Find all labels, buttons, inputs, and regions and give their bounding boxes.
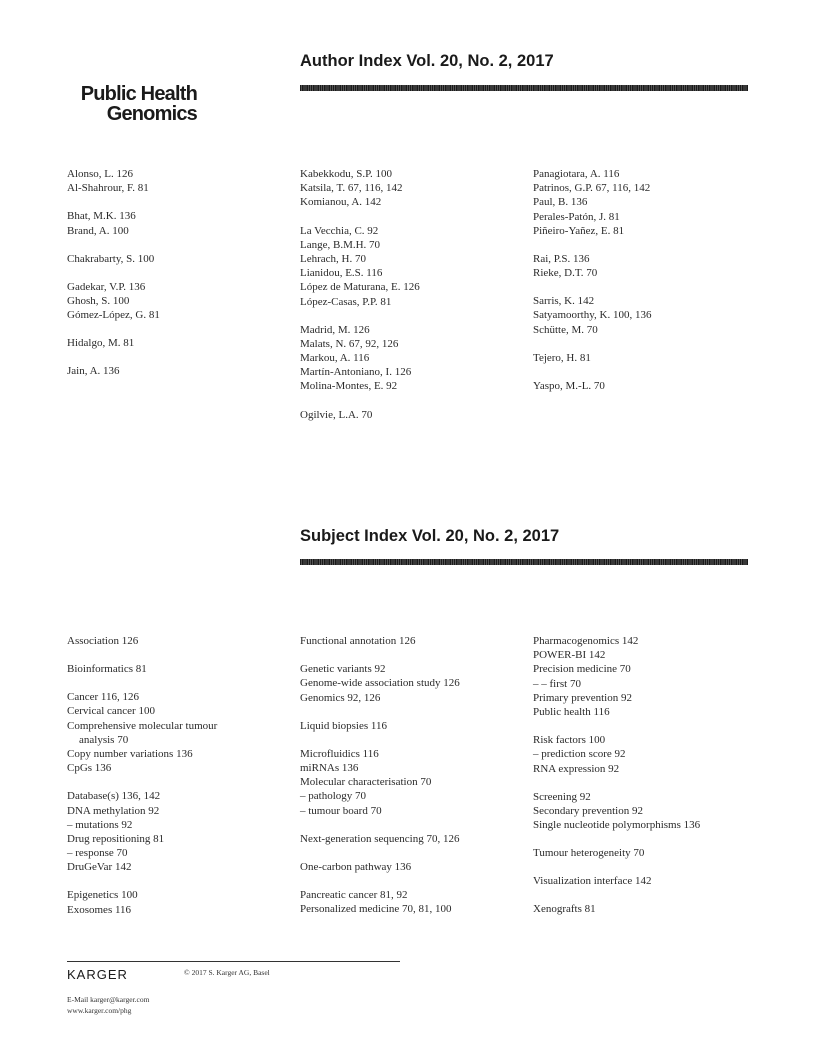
index-entry: Cancer 116, 126 (67, 691, 139, 704)
index-entry: DNA methylation 92 (67, 804, 160, 817)
index-entry: Genetic variants 92 (300, 663, 386, 676)
index-entry: Kabekkodu, S.P. 100 (300, 168, 392, 180)
index-entry: – prediction score 92 (533, 748, 626, 761)
index-entry: – tumour board 70 (300, 804, 382, 817)
subject-index-title: Subject Index Vol. 20, No. 2, 2017 (300, 527, 560, 545)
index-entry: – response 70 (67, 847, 128, 860)
index-entry: Bhat, M.K. 136 (67, 210, 136, 223)
index-entry: Liquid biopsies 116 (300, 719, 387, 732)
index-entry: Ghosh, S. 100 (67, 294, 130, 307)
index-entry: Patrinos, G.P. 67, 116, 142 (533, 182, 651, 195)
index-entry: Gómez-López, G. 81 (67, 309, 160, 322)
index-entry: Comprehensive molecular tumour (67, 719, 218, 732)
index-entry: Functional annotation 126 (300, 635, 416, 647)
index-entry: Exosomes 116 (67, 903, 132, 916)
subject-index-rule (300, 559, 748, 565)
index-entry: Next-generation sequencing 70, 126 (300, 832, 460, 845)
index-entry: Katsila, T. 67, 116, 142 (300, 182, 403, 195)
index-entry: Panagiotara, A. 116 (533, 168, 620, 180)
index-entry: analysis 70 (79, 733, 129, 746)
copyright-notice: © 2017 S. Karger AG, Basel (184, 968, 270, 977)
index-entry: – – first 70 (533, 677, 581, 690)
author-index-column-2 (300, 167, 525, 422)
index-entry: Rai, P.S. 136 (533, 252, 590, 265)
index-entry: Cervical cancer 100 (67, 705, 155, 718)
index-entry: Madrid, M. 126 (300, 323, 370, 336)
index-entry: Hidalgo, M. 81 (67, 337, 135, 350)
index-entry: Satyamoorthy, K. 100, 136 (533, 309, 652, 322)
author-index-column-1 (67, 167, 292, 378)
index-entry: Copy number variations 136 (67, 748, 193, 760)
index-entry: Association 126 (67, 635, 139, 647)
subject-index-column-2 (300, 634, 525, 916)
contact-info (67, 994, 149, 1016)
index-entry: Pancreatic cancer 81, 92 (300, 888, 408, 901)
index-entry: Chakrabarty, S. 100 (67, 252, 155, 265)
index-entry: Tejero, H. 81 (533, 351, 591, 364)
index-entry: Risk factors 100 (533, 734, 606, 747)
author-index-rule (300, 85, 748, 91)
index-entry: Lange, B.M.H. 70 (300, 238, 381, 251)
index-entry: Alonso, L. 126 (67, 168, 133, 180)
index-entry: Primary prevention 92 (533, 691, 632, 704)
index-entry: DruGeVar 142 (67, 861, 132, 874)
journal-title-line2: Genomics (106, 103, 197, 125)
index-entry: Gadekar, V.P. 136 (67, 280, 146, 293)
index-entry: Perales-Patón, J. 81 (533, 210, 620, 223)
index-entry: Tumour heterogeneity 70 (533, 847, 645, 860)
index-entry: López de Maturana, E. 126 (300, 281, 420, 294)
index-entry: Jain, A. 136 (67, 365, 120, 378)
index-entry: Single nucleotide polymorphisms 136 (533, 819, 701, 832)
index-entry: Piñeiro-Yañez, E. 81 (533, 224, 625, 237)
index-entry: RNA expression 92 (533, 762, 620, 775)
index-entry: – mutations 92 (67, 818, 133, 831)
journal-title (67, 84, 197, 124)
index-entry: Lehrach, H. 70 (300, 252, 366, 265)
contact-website: www.karger.com/phg (67, 1006, 132, 1015)
index-entry: – pathology 70 (300, 790, 366, 803)
index-entry: Microfluidics 116 (300, 747, 379, 760)
index-entry: Komianou, A. 142 (300, 196, 382, 209)
index-entry: Malats, N. 67, 92, 126 (300, 337, 399, 350)
index-entry: Public health 116 (533, 706, 610, 719)
index-entry: Bioinformatics 81 (67, 663, 147, 676)
index-entry: Visualization interface 142 (533, 875, 652, 888)
index-entry: Ogilvie, L.A. 70 (300, 408, 373, 421)
index-entry: Paul, B. 136 (533, 196, 588, 209)
index-entry: One-carbon pathway 136 (300, 860, 412, 873)
index-entry: Lianidou, E.S. 116 (300, 267, 383, 280)
index-entry: Screening 92 (533, 790, 591, 803)
index-entry: CpGs 136 (67, 762, 112, 775)
index-entry: Drug repositioning 81 (67, 832, 165, 845)
index-entry: Secondary prevention 92 (533, 804, 643, 817)
index-entry: Yaspo, M.-L. 70 (533, 379, 605, 392)
index-entry: POWER-BI 142 (533, 649, 606, 662)
index-entry: Precision medicine 70 (533, 663, 631, 676)
index-entry: Martín-Antoniano, I. 126 (300, 366, 412, 379)
index-entry: Sarris, K. 142 (533, 295, 595, 308)
subject-index-column-3 (533, 634, 758, 917)
index-entry: miRNAs 136 (300, 761, 359, 774)
index-entry: Molina-Montes, E. 92 (300, 380, 398, 393)
index-entry: Brand, A. 100 (67, 224, 129, 237)
index-entry: Genomics 92, 126 (300, 691, 381, 704)
author-index-title: Author Index Vol. 20, No. 2, 2017 (300, 52, 554, 70)
index-entry: Markou, A. 116 (300, 352, 370, 365)
index-entry: Pharmacogenomics 142 (533, 635, 639, 647)
contact-email: E-Mail karger@karger.com (67, 995, 150, 1004)
index-entry: Epigenetics 100 (67, 889, 138, 902)
index-entry: Al-Shahrour, F. 81 (67, 182, 149, 195)
index-entry: Molecular characterisation 70 (300, 776, 432, 789)
index-entry: Personalized medicine 70, 81, 100 (300, 902, 452, 915)
author-index-column-3 (533, 167, 758, 393)
index-entry: Database(s) 136, 142 (67, 790, 161, 803)
index-entry: Schütte, M. 70 (533, 323, 598, 336)
footer-rule (67, 961, 400, 962)
index-entry: Rieke, D.T. 70 (533, 267, 598, 280)
index-entry: Genome-wide association study 126 (300, 677, 460, 690)
index-entry: Xenografts 81 (533, 903, 596, 916)
journal-title-line1: Public Health (80, 83, 197, 105)
index-entry: La Vecchia, C. 92 (300, 224, 379, 237)
index-entry: López-Casas, P.P. 81 (300, 295, 392, 308)
subject-index-column-1 (67, 634, 292, 917)
karger-logo: KARGER (67, 967, 128, 982)
